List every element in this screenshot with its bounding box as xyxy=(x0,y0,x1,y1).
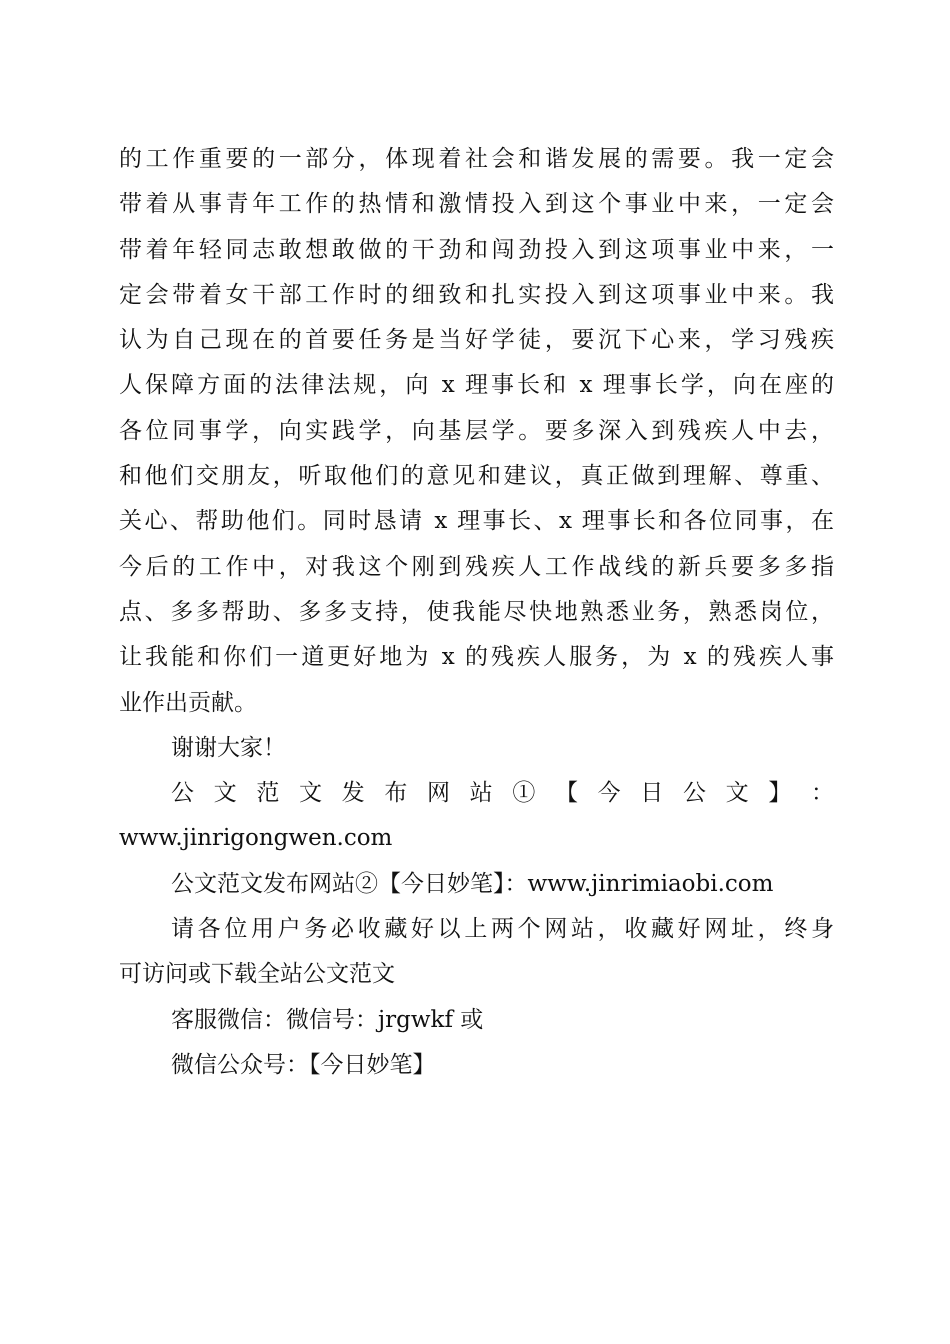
site2-line: 公文范文发布网站②【今日妙笔】：www.jinrimiaobi.com xyxy=(171,870,774,897)
site1-title-line: 公 文 范 文 发 布 网 站 ① 【 今 日 公 文 】 ： xyxy=(171,780,834,807)
paragraph-line: 和他们交朋友，听取他们的意见和建议，真正做到理解、尊重、 xyxy=(119,463,834,490)
site1-url-link[interactable]: www.jinrigongwen.com xyxy=(119,825,393,852)
paragraph-line: 带着年轻同志敢想敢做的干劲和闯劲投入到这项事业中来，一 xyxy=(119,236,834,263)
official-account-text: 微信公众号：【今日妙笔】 xyxy=(171,1051,436,1078)
bookmark-notice-line: 请各位用户务必收藏好以上两个网站，收藏好网址，终身 xyxy=(171,916,834,943)
paragraph-line: 各位同事学，向实践学，向基层学。要多深入到残疾人中去， xyxy=(119,417,834,444)
paragraph-line: 的工作重要的一部分，体现着社会和谐发展的需要。我一定会 xyxy=(119,146,834,172)
paragraph-line: 点、多多帮助、多多支持，使我能尽快地熟悉业务，熟悉岗位， xyxy=(119,598,834,625)
paragraph-line: 业作出贡献。 xyxy=(119,689,257,716)
paragraph-line: 定会带着女干部工作时的细致和扎实投入到这项事业中来。我 xyxy=(119,281,834,308)
paragraph-line: 让我能和你们一道更好地为 x 的残疾人服务，为 x 的残疾人事 xyxy=(119,644,834,671)
paragraph-line: 关心、帮助他们。同时恳请 x 理事长、x 理事长和各位同事，在 xyxy=(119,508,834,535)
thanks-text: 谢谢大家！ xyxy=(171,734,286,761)
paragraph-line: 带着从事青年工作的热情和激情投入到这个事业中来，一定会 xyxy=(119,191,834,218)
paragraph-line: 今后的工作中，对我这个刚到残疾人工作战线的新兵要多多指 xyxy=(119,553,834,580)
bookmark-notice-line: 可访问或下载全站公文范文 xyxy=(119,961,395,988)
document-body xyxy=(119,137,834,1088)
paragraph-line: 人保障方面的法律法规，向 x 理事长和 x 理事长学，向在座的 xyxy=(119,372,834,399)
paragraph-line: 认为自己现在的首要任务是当好学徒，要沉下心来，学习残疾 xyxy=(119,327,834,354)
main-paragraph xyxy=(119,137,834,726)
service-wechat-text: 客服微信：微信号：jrgwkf 或 xyxy=(171,1006,484,1033)
